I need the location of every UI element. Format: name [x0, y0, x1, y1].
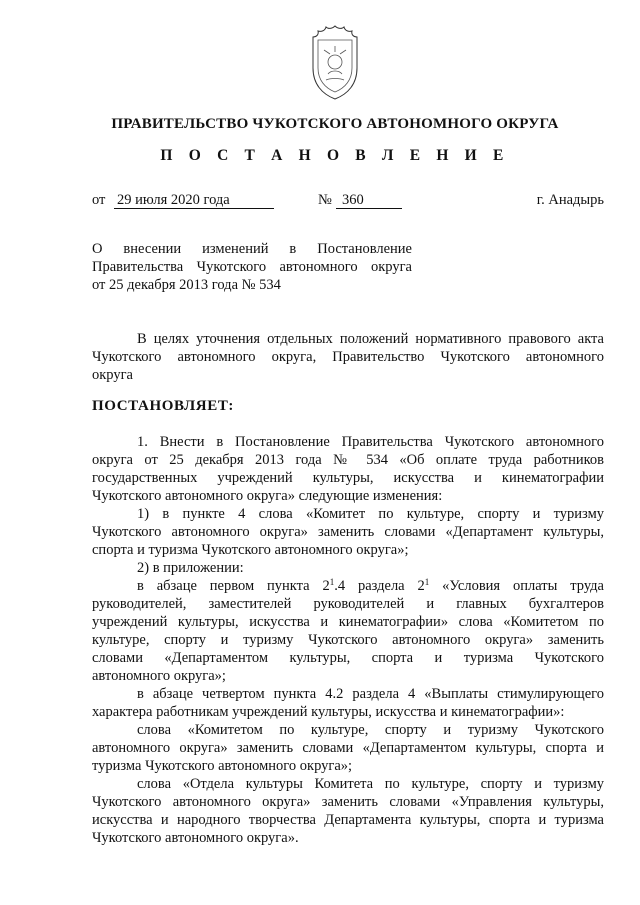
- number-field: [336, 192, 402, 209]
- coat-of-arms-icon: [304, 22, 366, 102]
- body-line: 2) в приложении:: [137, 560, 244, 576]
- body-line: Чукотского автономного округа».: [92, 830, 299, 846]
- document-subject: [92, 240, 412, 294]
- body-line: 1) в пункте 4 слова «Комитет по культуре, спорту и туризму: [137, 506, 604, 522]
- body-line: округа от 25 декабря 2013 года № 534 «Об оплате труда работников: [92, 452, 604, 468]
- superscript: 1: [424, 577, 430, 587]
- body-line: слова «Комитетом по культуре, спорту и туризму Чукотского: [137, 722, 604, 738]
- document-type-title: П О С Т А Н О В Л Е Н И Е: [160, 147, 510, 164]
- body-line: культуре, спорту и туризму Чукотского автономного округа» заменить: [92, 632, 604, 648]
- body-line: искусства и народного творчества Департамента культуры, спорта и туризма: [92, 812, 604, 828]
- body-text-fragment: «Условия оплаты труда: [429, 578, 604, 594]
- document-number: 360: [342, 192, 364, 208]
- body-line: слова «Отдела культуры Комитета по культуре, спорту и туризму: [137, 776, 604, 792]
- body-line: Чукотского автономного округа» заменить словами «Управления культуры,: [92, 794, 604, 810]
- subject-line: Правительства Чукотского автономного округа: [92, 259, 412, 275]
- body-line: словами «Департаментом культуры, спорта и туризма Чукотского: [92, 650, 604, 666]
- body-line: туризма Чукотского автономного округа»;: [92, 758, 353, 774]
- body-line: Чукотского автономного округа» заменить словами «Департамент культуры,: [92, 524, 604, 540]
- preamble-line: округа: [92, 367, 133, 383]
- document-date: 29 июля 2020 года: [117, 192, 230, 208]
- preamble-line: Чукотского автономного округа, Правительство Чукотского автономного: [92, 349, 604, 365]
- body-line: учреждений культуры, искусства и кинематографии» слова «Комитетом по: [92, 614, 604, 630]
- body-line: автономного округа» заменить словами «Департаментом культуры, спорта и: [92, 740, 604, 756]
- body-line: в абзаце четвертом пункта 4.2 раздела 4 «Выплаты стимулирующего: [137, 686, 604, 702]
- body-text-fragment: в абзаце первом пункта 2: [137, 578, 330, 594]
- body-line-with-superscript: [92, 577, 604, 595]
- preamble-line: В целях уточнения отдельных положений нормативного правового акта: [137, 331, 604, 347]
- body-line: 1. Внести в Постановление Правительства Чукотского автономного: [137, 434, 604, 450]
- preamble: [92, 330, 604, 384]
- body-line: характера работникам учреждений культуры, искусства и кинематографии»:: [92, 704, 565, 720]
- body-line: автономного округа»;: [92, 668, 226, 684]
- number-label: №: [318, 192, 332, 208]
- main-body: [92, 433, 604, 847]
- body-line: государственных учреждений культуры, искусства и кинематографии: [92, 470, 604, 486]
- date-prefix-label: от: [92, 192, 106, 208]
- government-title: ПРАВИТЕЛЬСТВО ЧУКОТСКОГО АВТОНОМНОГО ОКРУГА: [111, 116, 559, 132]
- date-field: [114, 192, 274, 209]
- superscript: 1: [329, 577, 335, 587]
- document-meta-line: [92, 192, 604, 212]
- document-place: г. Анадырь: [536, 192, 604, 208]
- subject-line: от 25 декабря 2013 года № 534: [92, 277, 281, 293]
- body-text-fragment: .4 раздела 2: [334, 578, 425, 594]
- resolves-heading: ПОСТАНОВЛЯЕТ:: [92, 398, 235, 414]
- body-line: Чукотского автономного округа» следующие изменения:: [92, 488, 443, 504]
- body-line: спорта и туризма Чукотского автономного округа»;: [92, 542, 409, 558]
- body-line: руководителей, заместителей руководителей и главных бухгалтеров: [92, 596, 604, 612]
- subject-line: О внесении изменений в Постановление: [92, 241, 412, 257]
